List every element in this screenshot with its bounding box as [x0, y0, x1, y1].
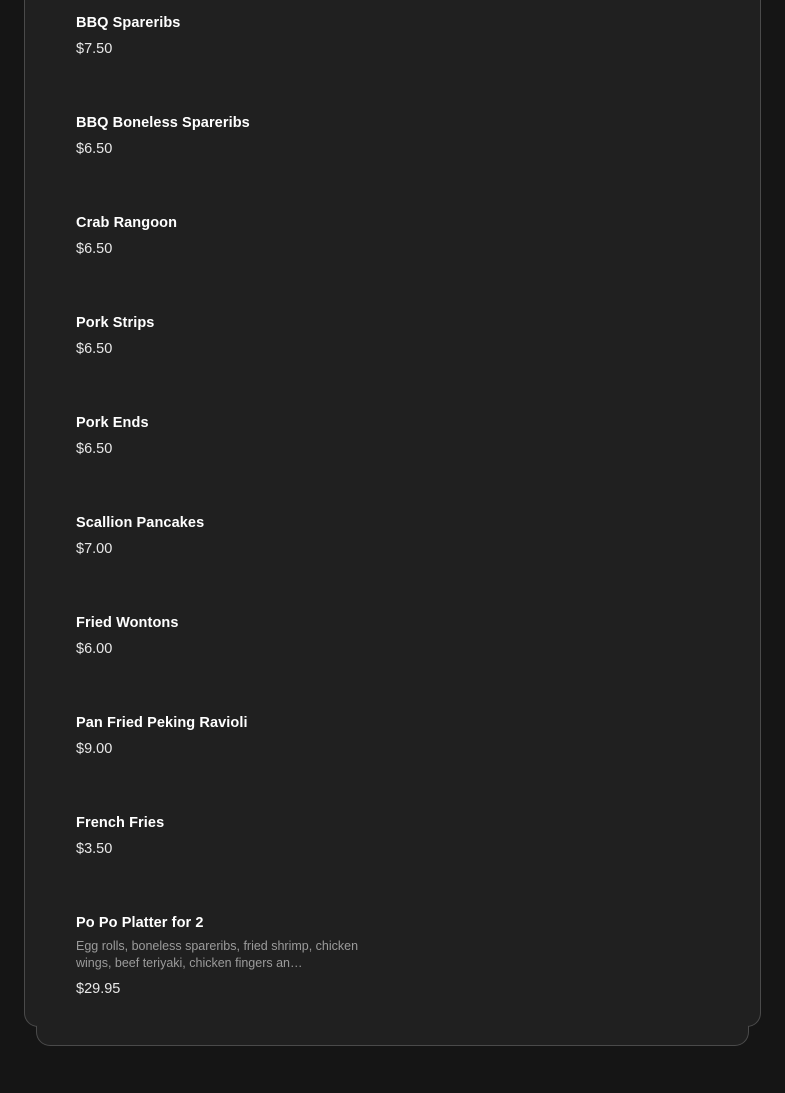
menu-card-footer: [36, 1026, 749, 1046]
menu-item-price: $6.00: [76, 641, 113, 657]
bottom-bar: [0, 1047, 785, 1093]
menu-item-price: $6.50: [76, 441, 113, 457]
menu-item-price: $6.50: [76, 241, 113, 257]
menu-item-name: Pork Strips: [76, 315, 155, 331]
menu-item-list: [25, 0, 760, 997]
menu-item-name: Scallion Pancakes: [76, 515, 205, 531]
menu-item-price: $29.95: [76, 981, 121, 997]
menu-item-name: BBQ Boneless Spareribs: [76, 115, 250, 131]
menu-item-price: $3.50: [76, 841, 113, 857]
menu-item-description: Egg rolls, boneless spareribs, fried shrimp, chicken wings, beef teriyaki, chicken fingers an…: [76, 939, 359, 970]
menu-item[interactable]: [25, 794, 760, 894]
menu-item[interactable]: [25, 594, 760, 694]
menu-item[interactable]: [25, 94, 760, 194]
menu-item[interactable]: [25, 394, 760, 494]
menu-item-name: Pan Fried Peking Ravioli: [76, 715, 248, 731]
menu-item[interactable]: [25, 294, 760, 394]
menu-item[interactable]: [25, 0, 760, 94]
menu-item-price: $7.50: [76, 41, 113, 57]
menu-item-price: $6.50: [76, 141, 113, 157]
menu-item-name: French Fries: [76, 815, 165, 831]
menu-item[interactable]: [25, 494, 760, 594]
menu-item-name: BBQ Spareribs: [76, 15, 181, 31]
menu-item-price: $7.00: [76, 541, 113, 557]
menu-item-name: Pork Ends: [76, 415, 149, 431]
menu-item[interactable]: [25, 694, 760, 794]
menu-item-name: Fried Wontons: [76, 615, 179, 631]
menu-item[interactable]: [25, 894, 760, 997]
menu-item[interactable]: [25, 194, 760, 294]
menu-item-price: $9.00: [76, 741, 113, 757]
menu-card: [24, 0, 761, 1027]
menu-item-price: $6.50: [76, 341, 113, 357]
menu-item-name: Crab Rangoon: [76, 215, 178, 231]
menu-item-name: Po Po Platter for 2: [76, 915, 204, 931]
